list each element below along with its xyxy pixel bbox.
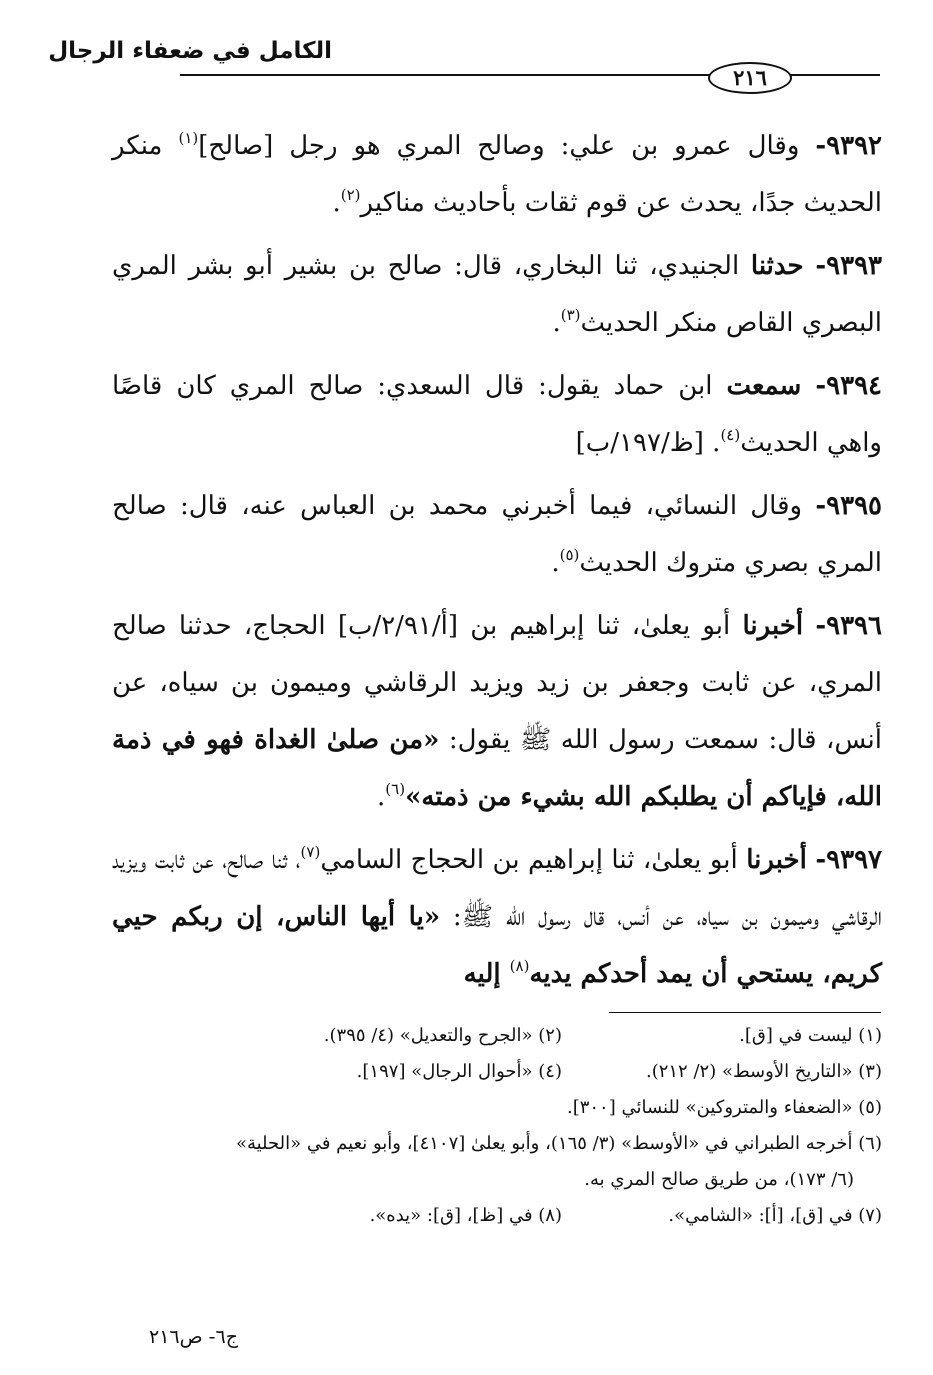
footnote-5: (٥) «الضعفاء والمتروكين» للنسائي [٣٠٠]. <box>566 1097 882 1118</box>
paragraph-text: أبو يعلىٰ، ثنا إبراهيم بن الحجاج السامي <box>320 845 747 875</box>
transmission-word: أخبرنا <box>742 611 804 641</box>
footnote-ref: (٧) <box>300 843 321 861</box>
footnote-row <box>112 1018 882 1054</box>
hadith-text: «من صلىٰ الغداة فهو في ذمة الله، فإياكم أن يطلبكم الله بشيء من ذمته» <box>112 725 882 812</box>
hadith-text: إليه <box>463 959 510 989</box>
paragraph-text: . [ظ/١٩٧/ب] <box>575 428 721 458</box>
paragraph-text: أبو يعلىٰ، ثنا إبراهيم بن [أ/٢/٩١/ب] الحجاج، حدثنا صالح المري، عن ثابت وجعفر بن زيد ويزيد الرقاشي وميمون بن سياه، عن أنس، قال: سمعت رسول الله ﷺ يقول: <box>112 611 883 755</box>
entry-number: ٩٣٩٤- <box>815 371 882 401</box>
paragraph-text: . <box>551 548 560 578</box>
paragraph-9396 <box>112 598 882 826</box>
footnote-6-line1: (٦) أخرجه الطبراني في «الأوسط» (٣/ ١٦٥)، وأبو يعلىٰ [٤١٠٧]، وأبو نعيم في «الحلية» <box>235 1133 882 1154</box>
footnote-7: (٧) في [ق]، [أ]: «الشامي». <box>668 1205 882 1226</box>
footnotes <box>112 1018 882 1234</box>
hadith-text: «يا أيها الناس، إن ربكم حيي كريم، يستحي أن يمد أحدكم يديه <box>112 902 882 989</box>
footnote-ref: (٥) <box>559 546 580 564</box>
transmission-word: أخبرنا <box>746 845 807 875</box>
footnote-6-line2: (٦/ ١٧٣)، من طريق صالح المري به. <box>584 1169 854 1190</box>
paragraph-text: ابن حماد يقول: قال السعدي: صالح المري كان قاصًا واهي الحديث <box>112 371 882 458</box>
entry-number: ٩٣٩٦- <box>815 611 882 641</box>
paragraph-9395 <box>112 478 882 592</box>
footnote-8: (٨) في [ظ]، [ق]: «يده». <box>369 1205 562 1226</box>
footnote-ref: (٦) <box>385 780 406 798</box>
footnote-row <box>112 1054 882 1090</box>
footnote-ref: (٨) <box>509 957 530 975</box>
transmission-word: سمعت <box>726 371 802 401</box>
footnote-separator <box>609 1012 881 1013</box>
footnote-ref: (٤) <box>720 426 741 444</box>
paragraph-text: وقال النسائي، فيما أخبرني محمد بن العباس عنه، قال: صالح المري بصري متروك الحديث <box>112 491 882 578</box>
footnote-ref: (٣) <box>560 306 581 324</box>
footnote-ref: (١) <box>178 129 199 147</box>
entry-number: ٩٣٩٥- <box>815 491 883 521</box>
paragraph-9394 <box>112 358 882 472</box>
page-number: ٢١٦ <box>708 62 792 94</box>
paragraph-text: ، ثنا صالح، عن ثابت ويزيد الرقاشي وميمون بن سياه، عن أنس، قال رسول الله ﷺ: <box>112 845 883 932</box>
footnote-ref: (٢) <box>340 186 361 204</box>
paragraph-9397 <box>112 832 882 1003</box>
volume-page-note: ج٦- ص٢١٦ <box>149 1326 238 1348</box>
transmission-word: حدثنا <box>750 251 804 281</box>
footnote-3: (٣) «التاريخ الأوسط» (٢/ ٢١٢). <box>645 1061 882 1082</box>
footnote-row <box>112 1090 882 1126</box>
paragraph-text: الجنيدي، ثنا البخاري، قال: صالح بن بشير أبو بشر المري البصري القاص منكر الحديث <box>112 251 882 338</box>
book-title: الكامل في ضعفاء الرجال <box>48 38 332 64</box>
footnote-6 <box>112 1126 882 1198</box>
footnote-2: (٢) «الجرح والتعديل» (٤/ ٣٩٥). <box>323 1025 562 1046</box>
page-header <box>48 34 880 104</box>
paragraph-9392 <box>112 118 882 232</box>
paragraph-text: منكر الحديث جدًا، يحدث عن قوم ثقات بأحاديث مناكير <box>112 131 882 218</box>
footnote-1: (١) ليست في [ق]. <box>739 1025 882 1046</box>
footnote-row <box>112 1198 882 1234</box>
paragraph-text: وقال عمرو بن علي: وصالح المري هو رجل [صالح] <box>198 131 800 161</box>
footnote-4: (٤) «أحوال الرجال» [١٩٧]. <box>356 1061 562 1082</box>
paragraph-text: . <box>332 188 341 218</box>
entry-number: ٩٣٩٢- <box>815 131 882 161</box>
main-text <box>112 118 882 1009</box>
paragraph-text: . <box>377 782 386 812</box>
entry-number: ٩٣٩٣- <box>815 251 882 281</box>
paragraph-9393 <box>112 238 882 352</box>
entry-number: ٩٣٩٧- <box>815 845 882 875</box>
paragraph-text: . <box>552 308 561 338</box>
